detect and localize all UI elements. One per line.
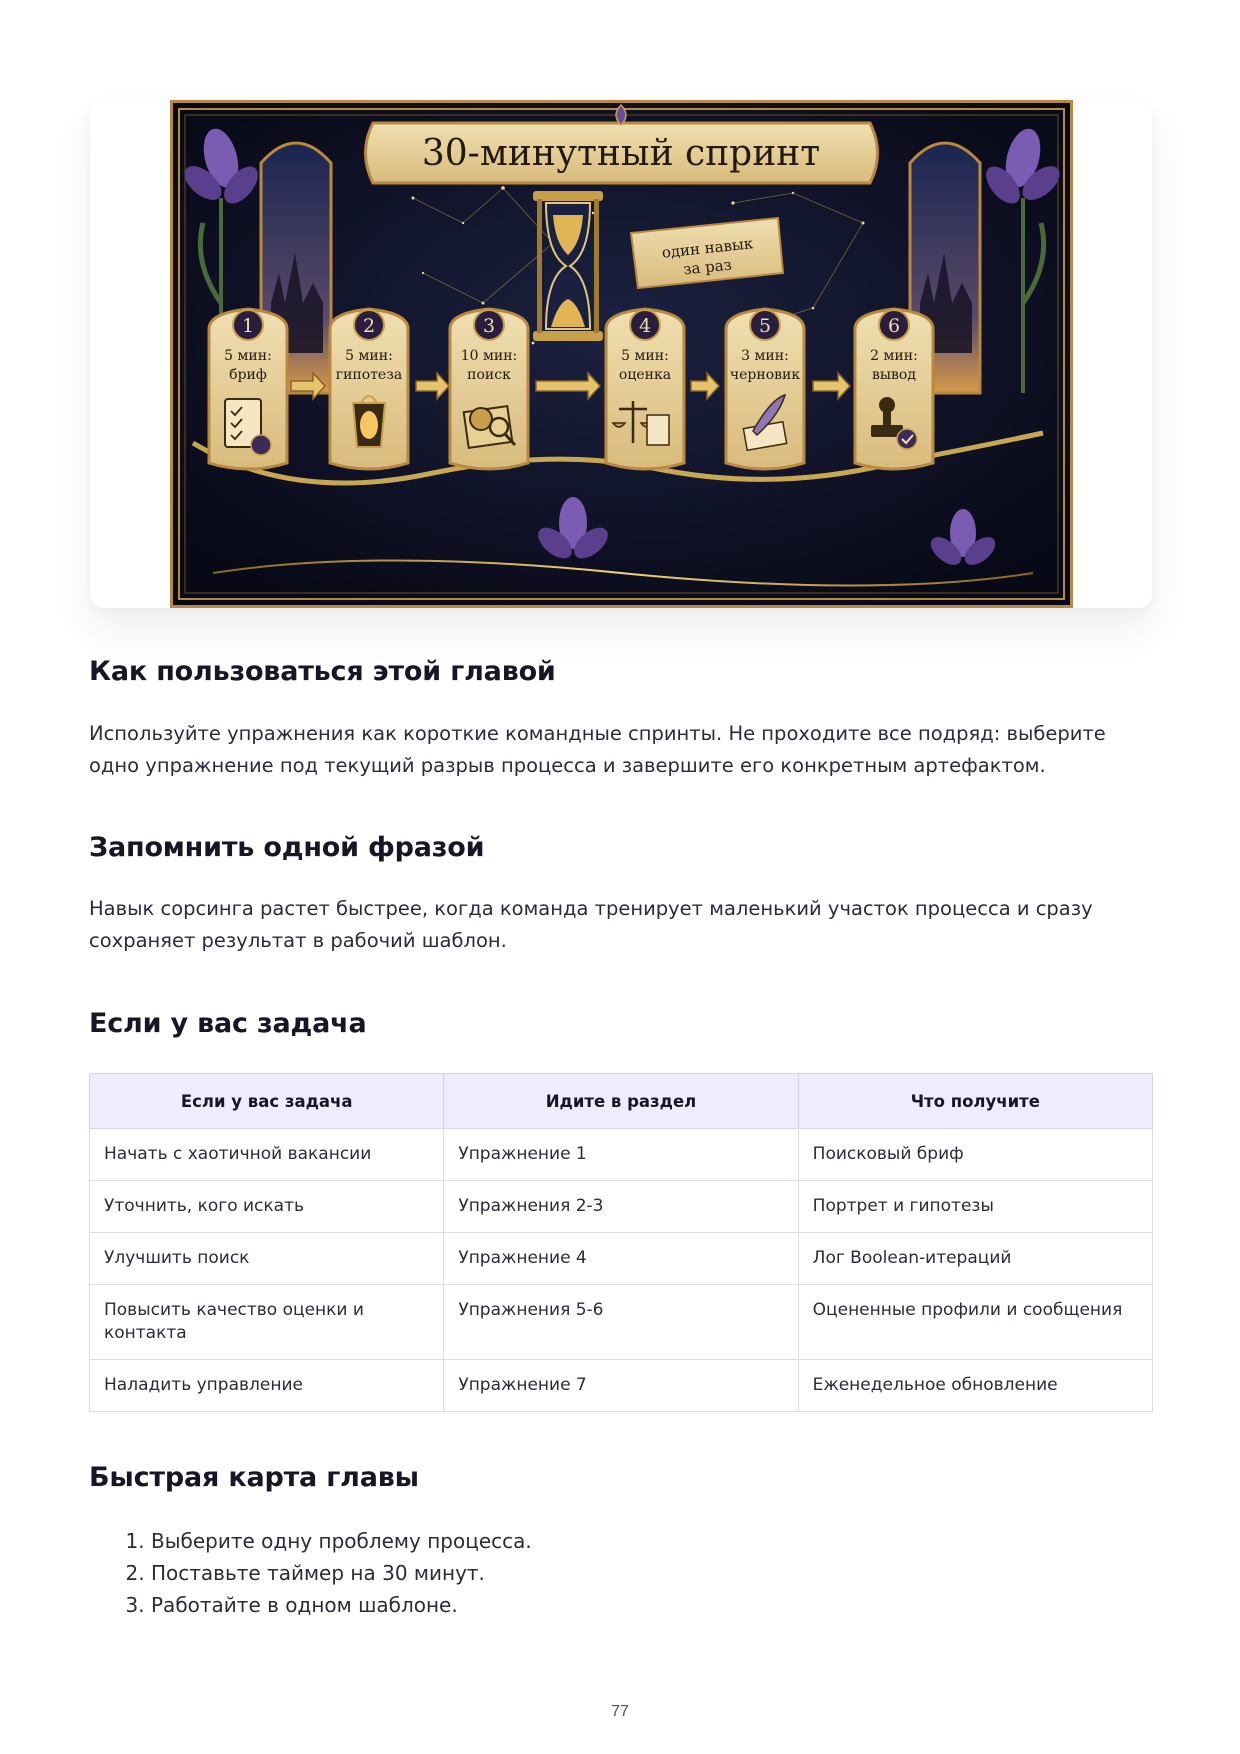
step-card-4 xyxy=(606,309,684,469)
step-4-time: 5 мин: xyxy=(621,348,669,364)
table-cell-task: Уточнить, кого искать xyxy=(90,1181,444,1233)
table-cell-result: Поисковый бриф xyxy=(798,1129,1152,1181)
list-item: 3. Работайте в одном шаблоне. xyxy=(151,1589,532,1621)
table-row xyxy=(90,1129,1153,1181)
sprint-illustration-svg xyxy=(173,103,1070,605)
step-5-number: 5 xyxy=(758,315,772,337)
step-card-6 xyxy=(855,309,933,469)
task-navigation-table xyxy=(89,1073,1153,1412)
step-card-5 xyxy=(726,309,804,469)
table-cell-section: Упражнение 7 xyxy=(444,1360,798,1412)
table-cell-task: Наладить управление xyxy=(90,1360,444,1412)
heading-remember: Запомнить одной фразой xyxy=(89,832,485,863)
table-row xyxy=(90,1233,1153,1285)
step-2-number: 2 xyxy=(362,315,376,337)
step-5-label: черновик xyxy=(729,367,801,383)
heading-quick-map: Быстрая карта главы xyxy=(89,1462,419,1493)
table-cell-result: Еженедельное обновление xyxy=(798,1360,1152,1412)
list-item: 2. Поставьте таймер на 30 минут. xyxy=(151,1557,532,1589)
table-cell-result: Лог Boolean-итераций xyxy=(798,1233,1152,1285)
table-header-row xyxy=(90,1074,1153,1129)
step-2-time: 5 мин: xyxy=(345,348,393,364)
table-cell-section: Упражнение 1 xyxy=(444,1129,798,1181)
banner-line-1: один навык xyxy=(660,234,755,262)
table-cell-task: Улучшить поиск xyxy=(90,1233,444,1285)
heading-task-table: Если у вас задача xyxy=(89,1008,367,1039)
column-header-section: Идите в раздел xyxy=(444,1074,798,1129)
step-card-3 xyxy=(450,309,528,469)
step-2-label: гипотеза xyxy=(335,367,403,383)
step-4-number: 4 xyxy=(638,315,652,337)
step-3-time: 10 мин: xyxy=(460,348,518,364)
table-cell-task: Повысить качество оценки и контакта xyxy=(90,1285,444,1360)
table-cell-result: Оцененные профили и сообщения xyxy=(798,1285,1152,1360)
illustration-title: 30-минутный спринт xyxy=(421,133,821,174)
step-3-number: 3 xyxy=(482,315,496,337)
table-row xyxy=(90,1360,1153,1412)
list-item: 1. Выберите одну проблему процесса. xyxy=(151,1525,532,1557)
heading-how-to-use: Как пользоваться этой главой xyxy=(89,656,556,687)
step-1-label: бриф xyxy=(229,367,267,383)
paragraph-remember: Навык сорсинга растет быстрее, когда команда тренирует маленький участок процесса и сразу сохраняет результат в рабочий шаблон. xyxy=(89,897,1093,952)
table-cell-section: Упражнения 5-6 xyxy=(444,1285,798,1360)
step-6-label: вывод xyxy=(872,367,916,383)
table-cell-section: Упражнения 2-3 xyxy=(444,1181,798,1233)
step-6-time: 2 мин: xyxy=(870,348,918,364)
step-4-label: оценка xyxy=(618,367,672,383)
step-1-number: 1 xyxy=(241,315,255,337)
map-compass-icon xyxy=(464,406,515,448)
banner-line-2: за раз xyxy=(682,255,733,279)
column-header-task: Если у вас задача xyxy=(90,1074,444,1129)
sprint-illustration xyxy=(170,100,1073,608)
table-cell-result: Портрет и гипотезы xyxy=(798,1181,1152,1233)
step-6-number: 6 xyxy=(887,315,901,337)
quick-map-list xyxy=(124,1525,532,1621)
title-plaque xyxy=(366,123,878,183)
table-cell-task: Начать с хаотичной вакансии xyxy=(90,1129,444,1181)
step-card-1 xyxy=(209,309,287,469)
step-card-2 xyxy=(330,309,408,469)
table-cell-section: Упражнение 4 xyxy=(444,1233,798,1285)
lantern-icon xyxy=(353,396,385,447)
step-5-time: 3 мин: xyxy=(741,348,789,364)
column-header-result: Что получите xyxy=(798,1074,1152,1129)
page-number: 77 xyxy=(611,1703,629,1720)
table-row xyxy=(90,1285,1153,1360)
paragraph-how-to-use: Используйте упражнения как короткие командные спринты. Не проходите все подряд: выберите одно упражнение под текущий разрыв процесса и завершите его конкретным артефактом. xyxy=(89,722,1106,777)
table-row xyxy=(90,1181,1153,1233)
step-1-time: 5 мин: xyxy=(224,348,272,364)
step-3-label: поиск xyxy=(467,367,511,383)
